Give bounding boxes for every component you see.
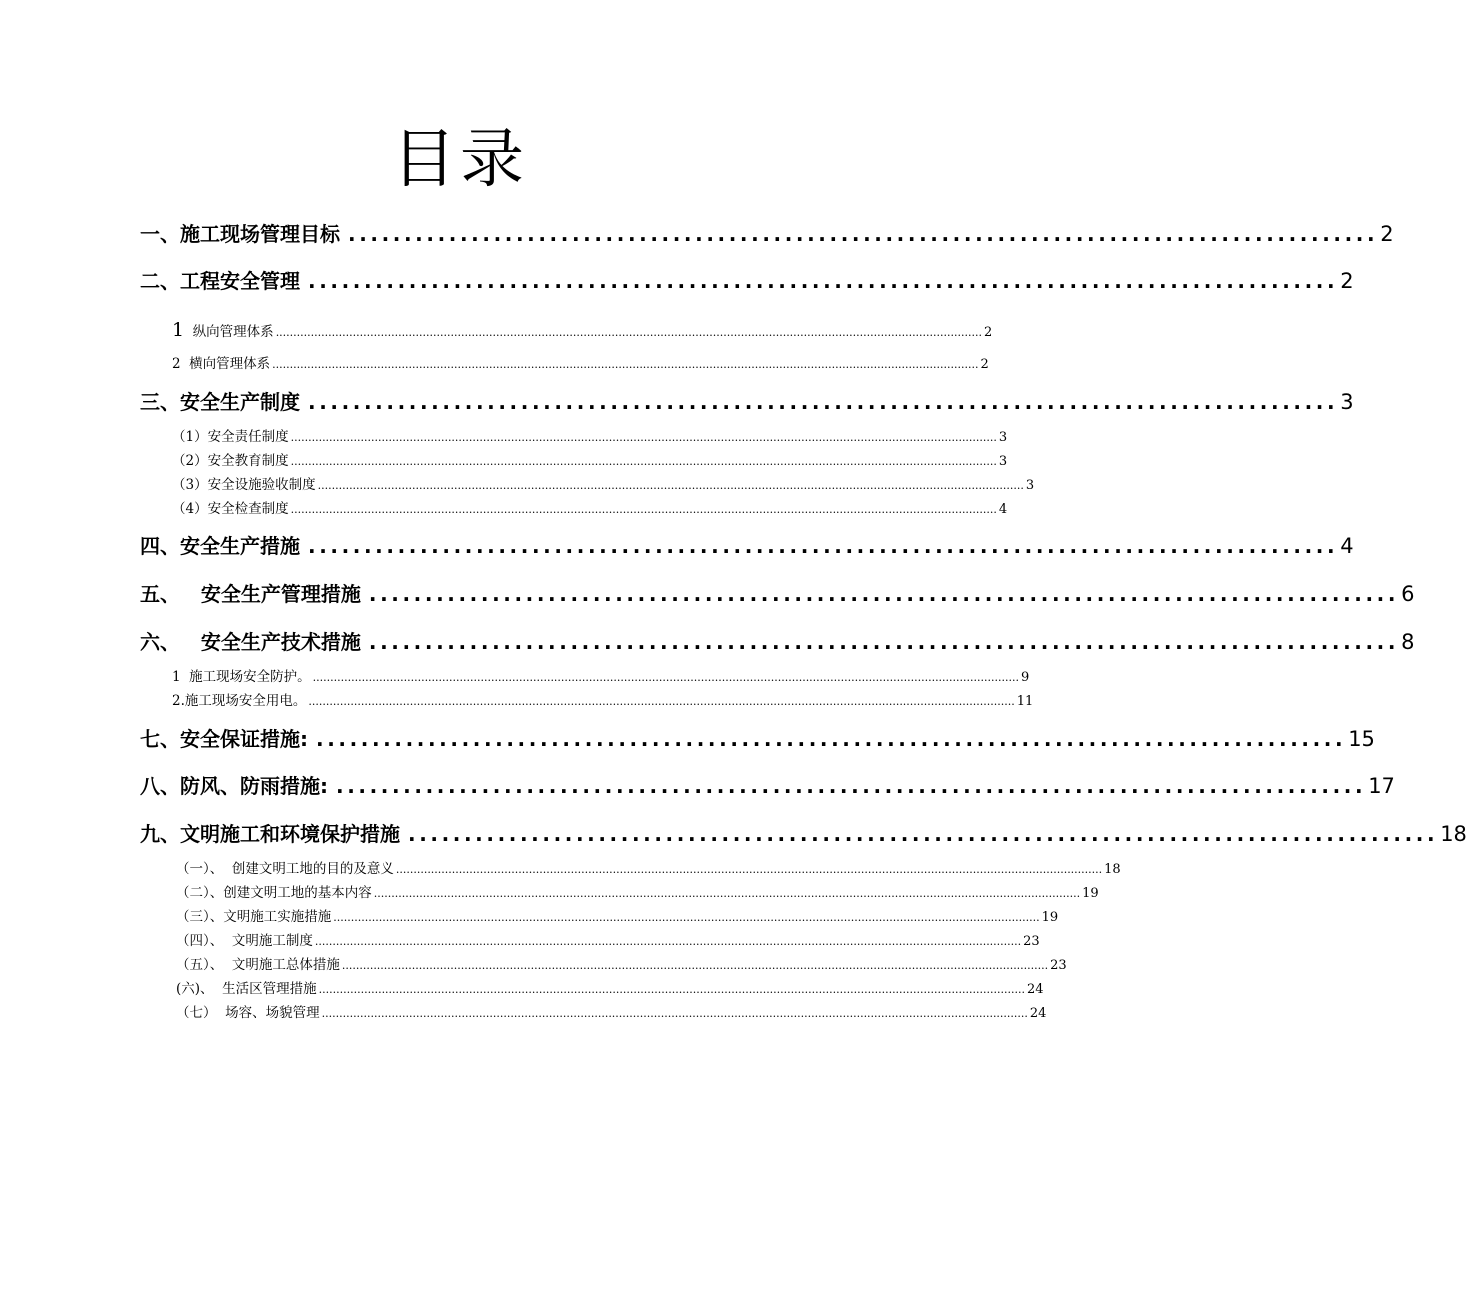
dot-leader: .......................................................................................................................................................................................................... — [318, 983, 1025, 996]
dot-leader: .......................................................................................................................................................................................................... — [373, 887, 1081, 900]
toc-page-number: 6 — [1401, 582, 1415, 606]
dot-leader: .......................................................................................................................................................................................................... — [290, 503, 997, 516]
dot-leader: .......................................................................................................................................................................................................... — [314, 935, 1022, 948]
toc-page-number: 3 — [998, 454, 1008, 469]
toc-entry-label: 2 横向管理体系 — [172, 356, 271, 372]
toc-page-number: 24 — [1029, 1006, 1047, 1021]
dot-leader: .......................................................................................................................................................................................................... — [333, 911, 1040, 924]
toc-subentry[interactable] — [172, 427, 1008, 448]
dot-leader: .......................................................................................................................................................................................................... — [290, 431, 997, 444]
toc-page-number: 4 — [1340, 534, 1354, 558]
toc-entry-text: 纵向管理体系 — [192, 324, 274, 340]
toc-page-number: 3 — [1340, 390, 1354, 414]
toc-entry-2[interactable] — [140, 267, 1354, 295]
toc-entry-label: 二、工程安全管理 — [140, 269, 300, 293]
dot-leader: ............................................................................................ — [336, 774, 1367, 798]
toc-page-number: 4 — [998, 502, 1008, 517]
toc-page-number: 3 — [1025, 478, 1035, 493]
toc-subentry[interactable] — [176, 979, 1044, 1000]
toc-entry-label: 六、 安全生产技术措施 — [140, 630, 361, 654]
toc-page-number: 11 — [1016, 694, 1034, 709]
toc-entry-label: （七） 场容、场貌管理 — [176, 1005, 320, 1021]
toc-page-number: 2 — [984, 325, 993, 340]
toc-entry-label — [172, 320, 274, 342]
toc-subentry[interactable] — [172, 667, 1030, 688]
toc-entry-label: 三、安全生产制度 — [140, 390, 300, 414]
dot-leader: ............................................................................................ — [308, 390, 1339, 414]
dot-leader: .......................................................................................................................................................................................................... — [308, 695, 1015, 708]
toc-entry-number: 1 — [172, 319, 185, 341]
toc-entry-label: （二）、创建文明工地的基本内容 — [176, 885, 372, 901]
dot-leader: ............................................................................................ — [308, 534, 1339, 558]
toc-subentry[interactable] — [172, 691, 1034, 712]
toc-subentry[interactable] — [176, 907, 1059, 928]
toc-page-number: 19 — [1041, 910, 1059, 925]
dot-leader: .......................................................................................................................................................................................................... — [341, 959, 1049, 972]
toc-page-number: 9 — [1020, 670, 1030, 685]
toc-entry-label: 七、安全保证措施: — [140, 727, 308, 751]
toc-page-number: 23 — [1050, 958, 1067, 973]
toc-entry-label: （五）、 文明施工总体措施 — [176, 957, 340, 973]
toc-page-number: 24 — [1026, 982, 1044, 997]
toc-subentry[interactable] — [176, 859, 1121, 880]
dot-leader: .......................................................................................................................................................................................................... — [272, 358, 979, 371]
toc-entry-label: 四、安全生产措施 — [140, 534, 300, 558]
dot-leader: ............................................................................................ — [368, 630, 1400, 654]
toc-entry-5[interactable] — [140, 580, 1415, 608]
toc-entry-label: （三）、文明施工实施措施 — [176, 909, 332, 925]
toc-subentry[interactable] — [176, 931, 1040, 952]
dot-leader: ............................................................................................ — [408, 822, 1439, 846]
toc-subentry[interactable] — [172, 319, 993, 343]
toc-subentry[interactable] — [172, 451, 1008, 472]
toc-entry-label: 1 施工现场安全防护。 — [172, 669, 311, 685]
dot-leader: ............................................................................................ — [316, 727, 1347, 751]
toc-entry-label: 一、施工现场管理目标 — [140, 222, 340, 246]
dot-leader: ............................................................................................ — [308, 269, 1339, 293]
toc-entry-label: 2.施工现场安全用电。 — [172, 693, 307, 709]
toc-entry-3[interactable] — [140, 388, 1354, 416]
toc-page-number: 3 — [998, 430, 1008, 445]
toc-page-number: 2 — [980, 357, 989, 372]
toc-page-number: 23 — [1023, 934, 1040, 949]
toc-subentry[interactable] — [176, 955, 1067, 976]
toc-entry-label: 五、 安全生产管理措施 — [140, 582, 361, 606]
toc-entry-label: （一）、 创建文明工地的目的及意义 — [176, 861, 394, 877]
toc-page-number: 8 — [1401, 630, 1415, 654]
toc-page-number: 18 — [1440, 822, 1467, 846]
toc-page-number: 15 — [1348, 727, 1375, 751]
dot-leader: ............................................................................................ — [368, 582, 1400, 606]
dot-leader: .......................................................................................................................................................................................................... — [317, 479, 1024, 492]
dot-leader: ............................................................................................ — [348, 222, 1379, 246]
toc-subentry[interactable] — [176, 1003, 1047, 1024]
toc-subentry[interactable] — [176, 883, 1099, 904]
toc-entry-7[interactable] — [140, 725, 1375, 753]
toc-entry-9[interactable] — [140, 820, 1467, 848]
toc-entry-label: （3）安全设施验收制度 — [172, 477, 316, 493]
dot-leader: .......................................................................................................................................................................................................... — [312, 671, 1019, 684]
page-title: 目录 — [392, 123, 528, 197]
toc-subentry[interactable] — [172, 354, 989, 375]
dot-leader: .......................................................................................................................................................................................................... — [275, 326, 982, 339]
toc-entry-1[interactable] — [140, 220, 1394, 248]
toc-entry-label: （1）安全责任制度 — [172, 429, 289, 445]
toc-subentry[interactable] — [172, 499, 1008, 520]
toc-entry-label: （4）安全检查制度 — [172, 501, 289, 517]
toc-entry-label: (六)、 生活区管理措施 — [176, 981, 317, 997]
dot-leader: .......................................................................................................................................................................................................... — [395, 863, 1103, 876]
toc-entry-label: 八、防风、防雨措施: — [140, 774, 328, 798]
toc-entry-4[interactable] — [140, 532, 1354, 560]
toc-subentry[interactable] — [172, 475, 1035, 496]
toc-entry-label: （四）、 文明施工制度 — [176, 933, 313, 949]
dot-leader: .......................................................................................................................................................................................................... — [321, 1007, 1028, 1020]
toc-page-number: 19 — [1082, 886, 1099, 901]
toc-entry-8[interactable] — [140, 772, 1395, 800]
toc-entry-label: （2）安全教育制度 — [172, 453, 289, 469]
toc-page-number: 2 — [1380, 222, 1394, 246]
toc-entry-label: 九、文明施工和环境保护措施 — [140, 822, 400, 846]
toc-page-number: 2 — [1340, 269, 1354, 293]
toc-entry-6[interactable] — [140, 628, 1415, 656]
toc-page-number: 18 — [1104, 862, 1121, 877]
dot-leader: .......................................................................................................................................................................................................... — [290, 455, 997, 468]
toc-page-number: 17 — [1368, 774, 1395, 798]
